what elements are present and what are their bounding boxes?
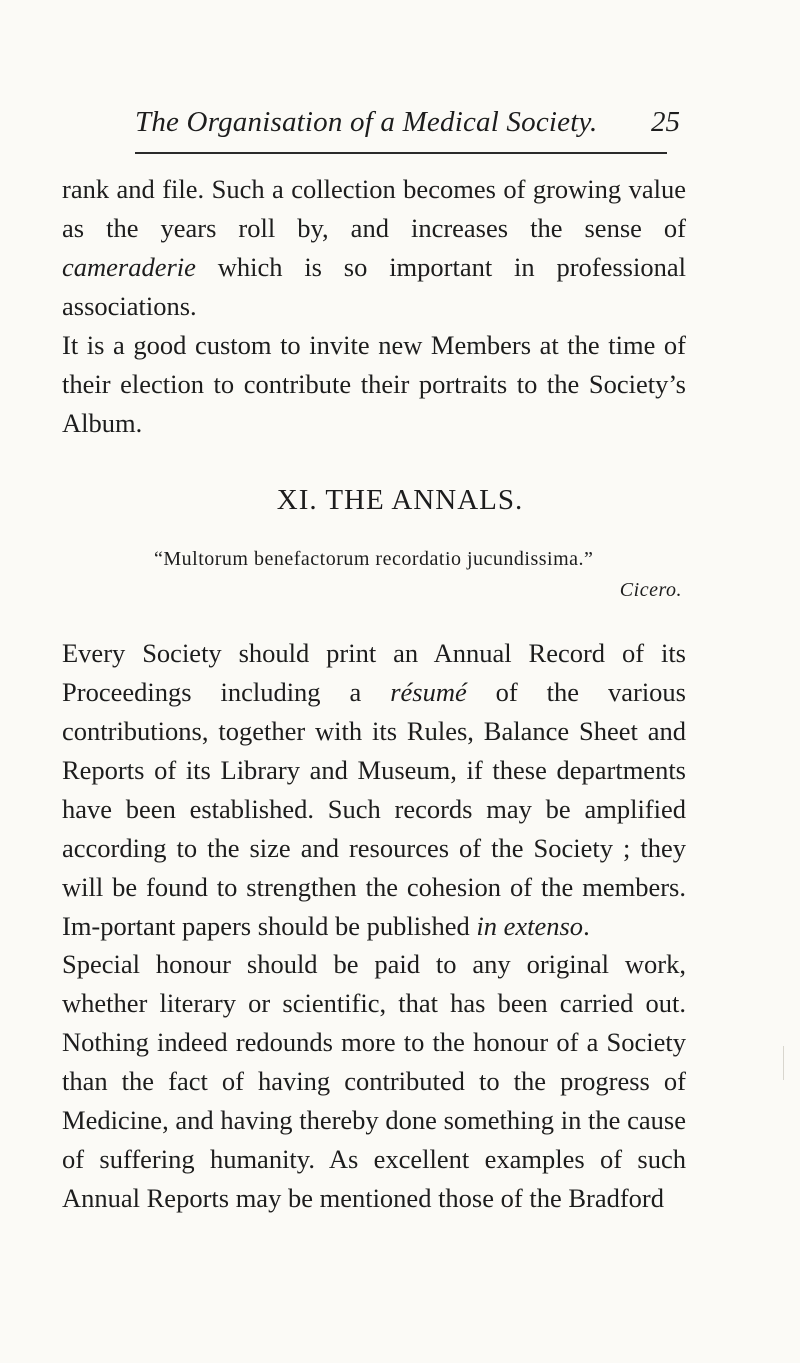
- header-rule: [135, 152, 667, 154]
- paragraph-3: [62, 634, 686, 946]
- running-head: [135, 102, 680, 142]
- paragraph-1: [62, 170, 686, 326]
- paragraph-1-start: rank and file. Such a collection becomes of growing value as the years roll by, and increases the sense of: [62, 174, 686, 243]
- epigraph-attribution: Cicero.: [619, 579, 682, 601]
- paragraph-4-text: Special honour should be paid to any original work, whether literary or scientific, that has been carried out. Nothing indeed redounds more to the honour of a Society than the fact of having contributed to the progress of Medicine, and having thereby done something in the cause of suffering humanity. As excellent examples of such Annual Reports may be mentioned those of the Bradford: [62, 949, 686, 1213]
- paragraph-3-start: Every Society should print an Annual Record of its Proceedings including a: [62, 638, 686, 707]
- paragraph-1-end: which is so important in professional associations.: [62, 252, 686, 321]
- paragraph-3-end: .: [583, 911, 590, 941]
- paragraph-3-text: [62, 634, 686, 946]
- section-heading: XI. THE ANNALS.: [276, 484, 524, 516]
- running-title: The Organisation of a Medical Society.: [135, 106, 598, 138]
- epigraph-quote: “Multorum benefactorum recordatio jucundissima.”: [154, 548, 594, 570]
- paragraph-3-emphasis-resume: résumé: [390, 677, 467, 707]
- paragraph-2: [62, 326, 686, 443]
- paragraph-2-text: It is a good custom to invite new Members at the time of their election to contribute their portraits to the Society’s Album.: [62, 330, 686, 438]
- paragraph-4: [62, 945, 686, 1218]
- paragraph-1-emphasis: cameraderie: [62, 252, 196, 282]
- paper-mark: [783, 1046, 784, 1080]
- paragraph-1-text: [62, 170, 686, 326]
- page-number: 25: [651, 106, 680, 138]
- paragraph-3-emphasis-extenso: in extenso: [476, 911, 584, 941]
- paragraph-3-middle: of the various contributions, together with its Rules, Balance Sheet and Reports of its Library and Museum, if these departments have been established. Such records may be amplified according to the size and resources of the Society ; they will be found to strengthen the cohesion of the members. Im-portant papers should be published: [62, 677, 686, 941]
